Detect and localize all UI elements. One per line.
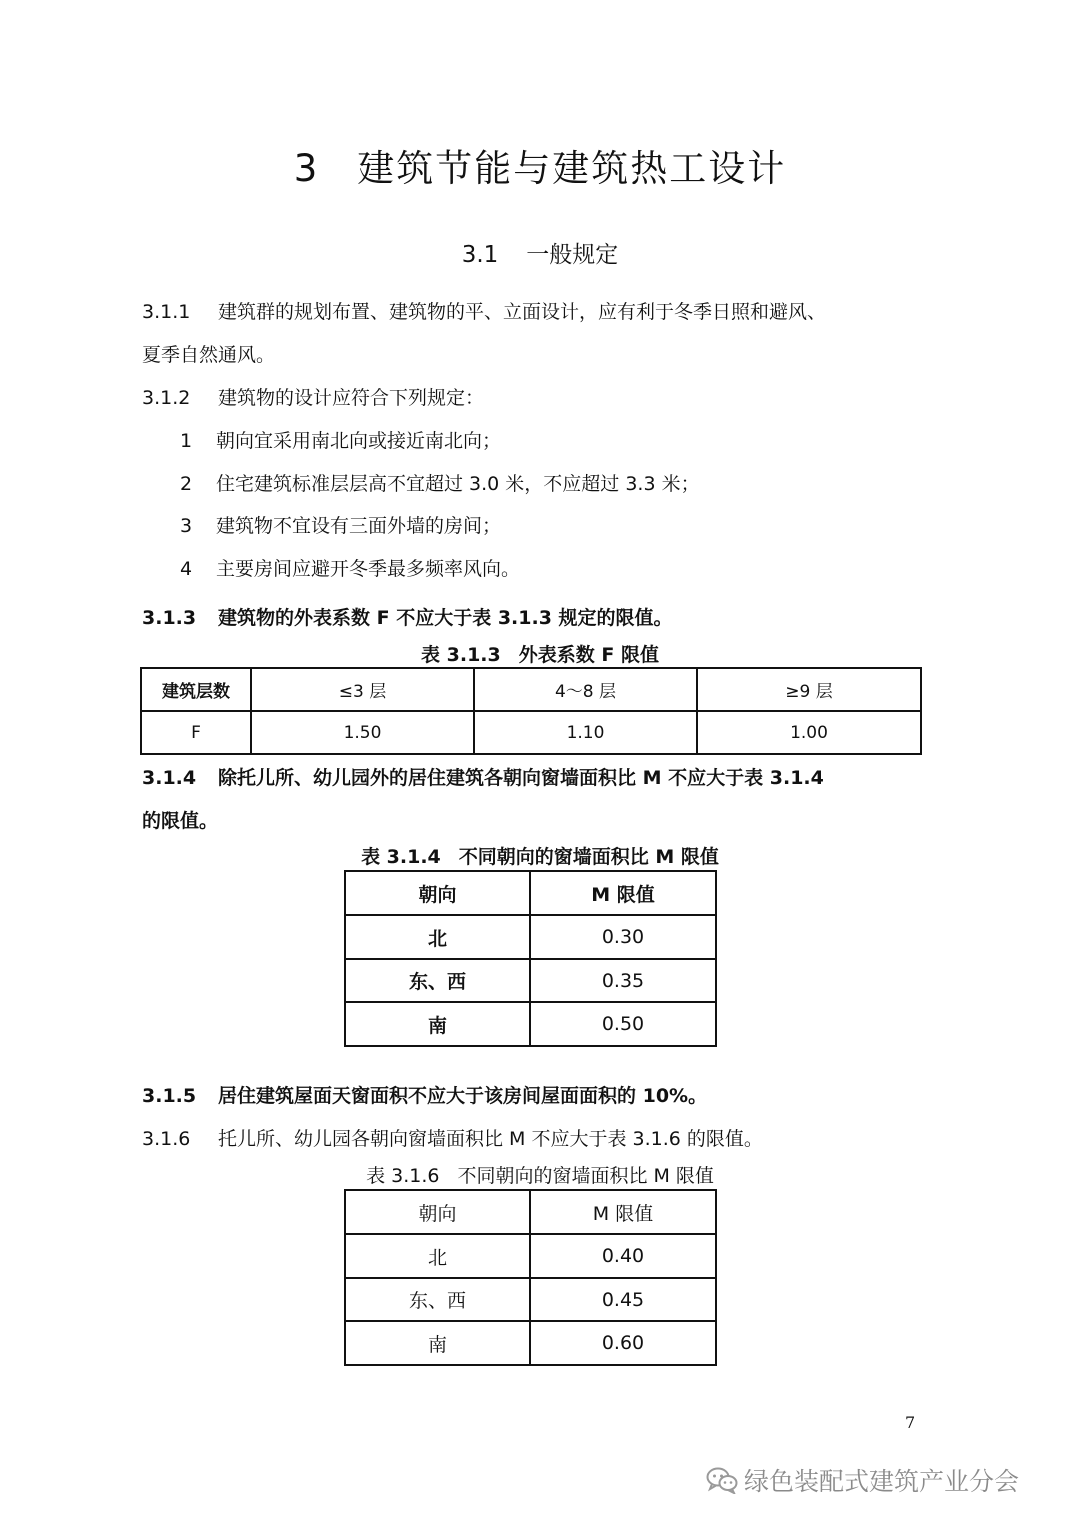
list-item xyxy=(180,427,501,455)
table-3-1-3 xyxy=(140,667,922,755)
table-caption-3-1-6 xyxy=(0,1161,1080,1188)
table-cell: 0.60 xyxy=(530,1321,716,1365)
list-item xyxy=(180,555,520,583)
chapter-title-text: 建筑节能与建筑热工设计 xyxy=(357,147,787,190)
header-cell: 朝向 xyxy=(345,1190,530,1234)
caption-prefix: 表 3.1.6 xyxy=(366,1165,440,1187)
clause-number: 3.1.2 xyxy=(142,387,191,409)
clause-number: 3.1.5 xyxy=(142,1085,197,1107)
table-header-row xyxy=(141,668,921,711)
wechat-icon xyxy=(706,1466,738,1500)
table-cell: 0.40 xyxy=(530,1234,716,1278)
clause-3-1-4 xyxy=(142,764,824,792)
page-number: 7 xyxy=(905,1413,916,1432)
table-3-1-6 xyxy=(344,1189,717,1366)
clause-text: 居住建筑屋面天窗面积不应大于该房间屋面面积的 10%。 xyxy=(218,1085,708,1107)
caption-title: 不同朝向的窗墙面积比 M 限值 xyxy=(457,1165,714,1187)
clause-3-1-6 xyxy=(142,1125,763,1153)
item-text: 住宅建筑标准层层高不宜超过 3.0 米，不应超过 3.3 米； xyxy=(216,473,700,495)
caption-prefix: 表 3.1.4 xyxy=(361,846,441,868)
table-header-row xyxy=(345,871,716,915)
table-row xyxy=(345,1002,716,1046)
table-cell: 0.50 xyxy=(530,1002,716,1046)
clause-3-1-2 xyxy=(142,384,484,412)
item-number: 2 xyxy=(180,473,193,495)
caption-prefix: 表 3.1.3 xyxy=(421,644,501,666)
section-number: 3.1 xyxy=(461,242,499,268)
table-cell: 0.30 xyxy=(530,915,716,959)
table-cell: 东、西 xyxy=(345,1278,530,1321)
clause-text: 除托儿所、幼儿园外的居住建筑各朝向窗墙面积比 M 不应大于表 3.1.4 xyxy=(218,767,824,789)
table-cell: 1.00 xyxy=(697,711,921,754)
item-number: 3 xyxy=(180,515,193,537)
table-caption-3-1-4 xyxy=(0,842,1080,869)
header-cell: ≤3 层 xyxy=(251,668,474,711)
clause-3-1-5 xyxy=(142,1082,707,1110)
clause-text: 建筑群的规划布置、建筑物的平、立面设计，应有利于冬季日照和避风、 xyxy=(218,301,827,323)
item-text: 建筑物不宜设有三面外墙的房间； xyxy=(216,515,502,537)
table-row xyxy=(345,1321,716,1365)
table-row xyxy=(345,959,716,1002)
table-row xyxy=(345,1234,716,1278)
table-cell: 0.45 xyxy=(530,1278,716,1321)
table-row xyxy=(345,1278,716,1321)
table-cell: 南 xyxy=(345,1321,530,1365)
clause-3-1-3 xyxy=(142,604,673,632)
clause-3-1-1-continued: 夏季自然通风。 xyxy=(142,344,276,366)
list-item xyxy=(180,470,700,498)
table-row xyxy=(345,915,716,959)
item-number: 1 xyxy=(180,430,193,452)
chapter-title xyxy=(0,138,1080,192)
clause-3-1-4-continued: 的限值。 xyxy=(142,810,219,832)
table-cell: 南 xyxy=(345,1002,530,1046)
section-title-text: 一般规定 xyxy=(526,242,619,268)
item-text: 主要房间应避开冬季最多频率风向。 xyxy=(216,558,521,580)
table-cell: 1.50 xyxy=(251,711,474,754)
clause-number: 3.1.6 xyxy=(142,1128,191,1150)
header-cell: 4～8 层 xyxy=(474,668,697,711)
header-cell: 建筑层数 xyxy=(141,668,251,711)
table-cell: 北 xyxy=(345,915,530,959)
item-text: 朝向宜采用南北向或接近南北向； xyxy=(216,430,502,452)
header-cell: ≥9 层 xyxy=(697,668,921,711)
table-cell: 0.35 xyxy=(530,959,716,1002)
table-row xyxy=(141,711,921,754)
table-header-row xyxy=(345,1190,716,1234)
item-number: 4 xyxy=(180,558,193,580)
caption-title: 不同朝向的窗墙面积比 M 限值 xyxy=(458,846,719,868)
clause-number: 3.1.4 xyxy=(142,767,197,789)
section-title xyxy=(0,236,1080,269)
table-cell: 东、西 xyxy=(345,959,530,1002)
table-cell: F xyxy=(141,711,251,754)
clause-text: 建筑物的外表系数 F 不应大于表 3.1.3 规定的限值。 xyxy=(218,607,673,629)
chapter-number: 3 xyxy=(293,147,320,190)
header-cell: M 限值 xyxy=(530,871,716,915)
header-cell: M 限值 xyxy=(530,1190,716,1234)
clause-3-1-1 xyxy=(142,298,826,326)
clause-number: 3.1.1 xyxy=(142,301,191,323)
caption-title: 外表系数 F 限值 xyxy=(518,644,659,666)
table-3-1-4 xyxy=(344,870,717,1047)
table-cell: 北 xyxy=(345,1234,530,1278)
watermark-text: 绿色装配式建筑产业分会 xyxy=(744,1467,1020,1496)
clause-text: 建筑物的设计应符合下列规定： xyxy=(218,387,485,409)
table-cell: 1.10 xyxy=(474,711,697,754)
list-item xyxy=(180,512,501,540)
table-caption-3-1-3 xyxy=(0,640,1080,667)
watermark xyxy=(706,1462,1019,1500)
header-cell: 朝向 xyxy=(345,871,530,915)
clause-number: 3.1.3 xyxy=(142,607,197,629)
clause-text: 托儿所、幼儿园各朝向窗墙面积比 M 不应大于表 3.1.6 的限值。 xyxy=(218,1128,763,1150)
